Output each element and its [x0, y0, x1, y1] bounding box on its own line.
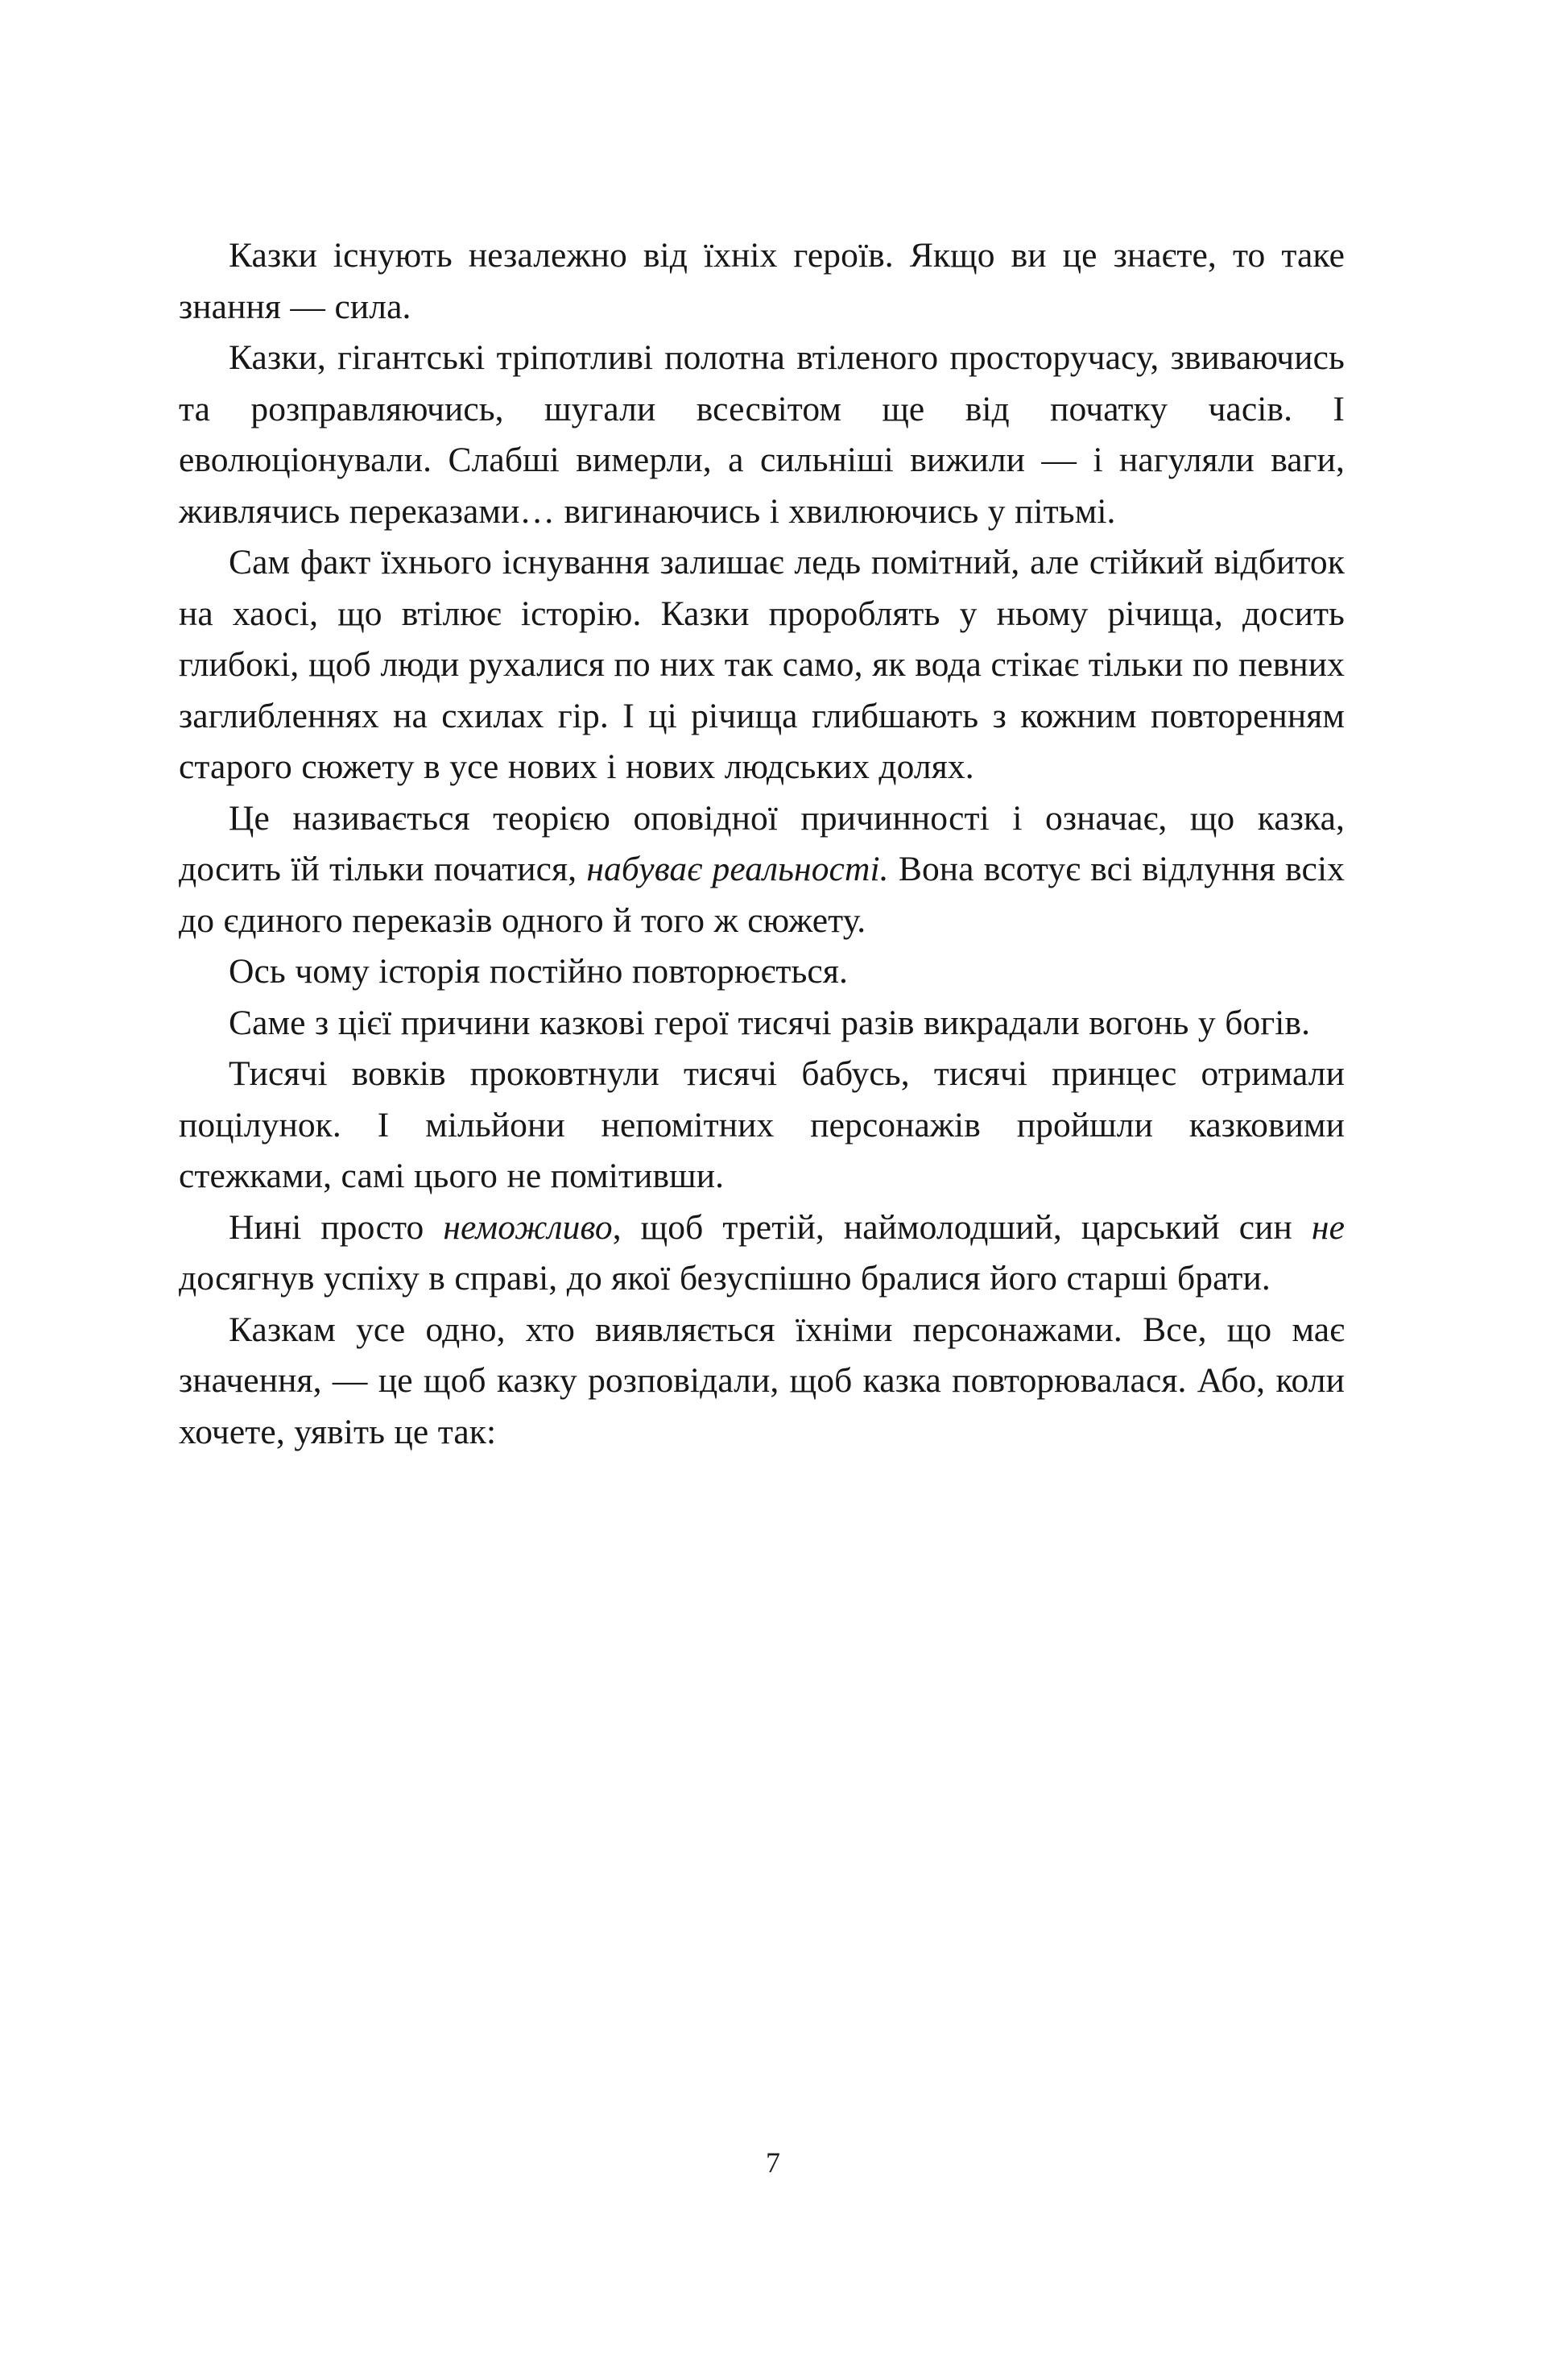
- paragraph-8-emphasis-2: не: [1311, 1207, 1345, 1247]
- paragraph-6: Саме з цієї причини казкові герої тисячі разів викрадали вогонь у богів.: [229, 1003, 1311, 1042]
- paragraph-8-emphasis-1: неможливо: [443, 1207, 613, 1247]
- paragraph-4-text-after: Вона всотує всі відлуння всіх до єдиного переказів одного й того ж сюжету.: [179, 850, 1346, 940]
- page-number: 7: [766, 2146, 780, 2179]
- paragraph-5: Ось чому історія постійно повторюється.: [229, 952, 848, 991]
- paragraph-4-text-before: Це називається теорією оповідної причинності і означає, що казка, досить їй тільки початися,: [179, 798, 1345, 888]
- paragraph-8-text-mid: , щоб третій, наймолодший, царський син: [612, 1207, 1312, 1247]
- paragraph-2: Казки, гігантські тріпотливі полотна втіленого просторучасу, звиваючись та розправляючись, шугали всесвітом ще від початку часів. І еволюціонували. Слабші вимерли, а сильніші вижили — і нагуляли ваги, живлячись переказами… вигинаючись і хвилюючись у пітьмі.: [179, 338, 1345, 531]
- paragraph-8-text-before: Нині просто: [229, 1207, 444, 1247]
- paragraph-1: Казки існують незалежно від їхніх героїв. Якщо ви це знаєте, то таке знання — сила.: [179, 236, 1345, 326]
- page-body-text: [179, 230, 1345, 1458]
- paragraph-9: Казкам усе одно, хто виявляється їхніми персонажами. Все, що має значення, — це щоб казку розповідали, щоб казка повторювалася. Або, коли хочете, уявіть це так:: [179, 1310, 1345, 1451]
- paragraph-3: Сам факт їхнього існування залишає ледь помітний, але стійкий відбиток на хаосі, що втілює історію. Казки пророблять у ньому річища, досить глибокі, щоб люди рухалися по них так само, як вода стікає тільки по певних заглибленнях на схилах гір. І ці річища глибшають з кожним повторенням старого сюжету в усе нових і нових людських долях.: [179, 543, 1345, 786]
- paragraph-8: [179, 1202, 1345, 1305]
- paragraph-4: [179, 793, 1345, 947]
- paragraph-7: Тисячі вовків проковтнули тисячі бабусь, тисячі принцес отримали поцілунок. І мільйони непомітних персонажів пройшли казковими стежками, самі цього не помітивши.: [179, 1054, 1345, 1195]
- paragraph-4-emphasis: набуває реальності.: [586, 850, 889, 888]
- paragraph-8-text-after: досягнув успіху в справі, до якої безуспішно бралися його старші брати.: [179, 1259, 1271, 1298]
